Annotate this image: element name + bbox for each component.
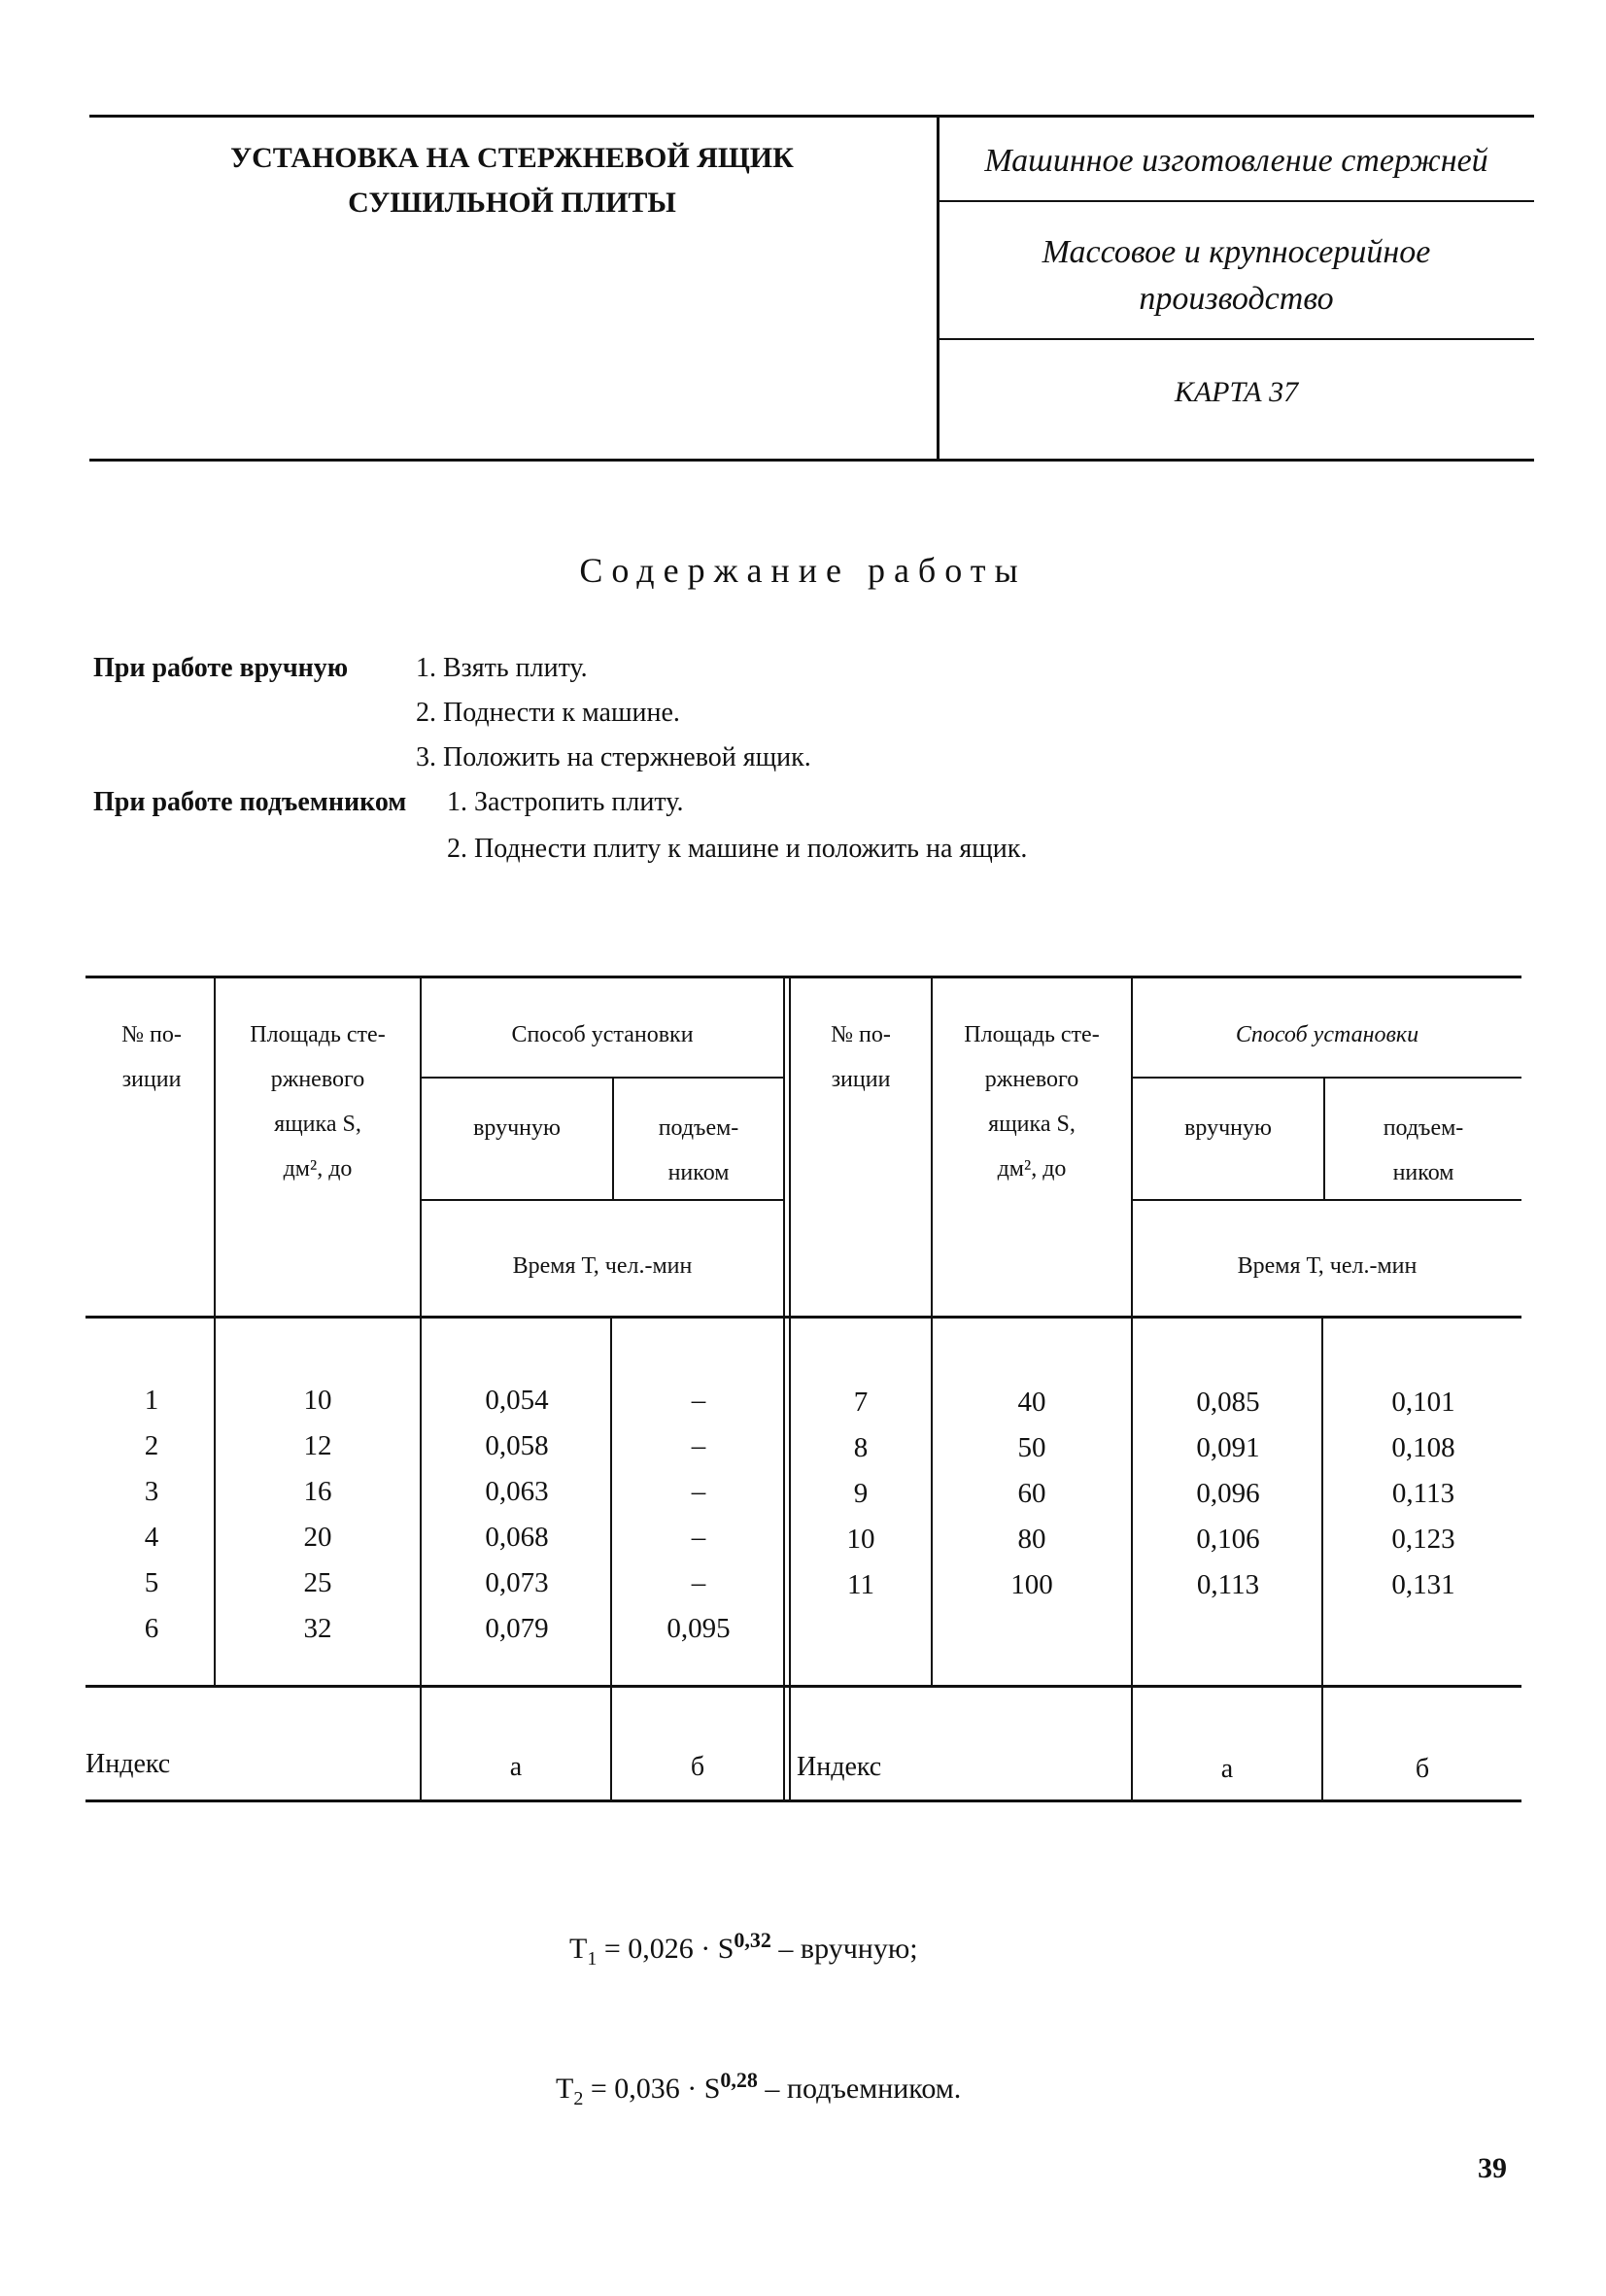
col-header-hoist bbox=[614, 1106, 783, 1195]
header-line: зиции bbox=[831, 1067, 891, 1092]
col-header-area bbox=[933, 1012, 1131, 1191]
table-cell: 60 bbox=[1017, 1478, 1046, 1509]
table-body-rule bbox=[85, 1685, 1521, 1688]
col-header-hoist bbox=[1325, 1106, 1521, 1195]
formula-caption: – вручную; bbox=[770, 1933, 918, 1965]
header-line: № по- bbox=[121, 1022, 182, 1047]
table-header-rule bbox=[85, 1316, 1521, 1319]
manual-label: При работе вручную bbox=[93, 653, 349, 683]
column-area bbox=[933, 1380, 1131, 1608]
table-cell: 0,101 bbox=[1391, 1387, 1455, 1418]
formula-manual bbox=[569, 1928, 918, 1970]
header-line: дм², до bbox=[283, 1156, 353, 1182]
table-cell: 100 bbox=[1010, 1569, 1053, 1600]
header-rule bbox=[937, 200, 1534, 202]
table-cell: 10 bbox=[846, 1524, 875, 1555]
card-number: КАРТА 37 bbox=[1174, 376, 1299, 408]
column-manual bbox=[1133, 1380, 1323, 1608]
header-line: зиции bbox=[121, 1067, 182, 1092]
col-header-position bbox=[791, 1012, 931, 1102]
table-cell: 0,054 bbox=[485, 1385, 549, 1416]
table-rule bbox=[1133, 1077, 1521, 1079]
table-cell: – bbox=[691, 1430, 706, 1461]
col-header-time: Время Т, чел.-мин bbox=[512, 1253, 693, 1279]
table-cell: 9 bbox=[853, 1478, 869, 1509]
table-cell: 0,079 bbox=[485, 1613, 549, 1644]
column-hoist bbox=[614, 1378, 783, 1652]
table-cell: 80 bbox=[1017, 1524, 1046, 1555]
index-b: б bbox=[690, 1752, 705, 1782]
table-split-rule bbox=[783, 976, 785, 1799]
manual-step: 2. Поднести к машине. bbox=[416, 698, 680, 728]
header-line: дм², до bbox=[997, 1156, 1067, 1182]
table-cell: 0,068 bbox=[485, 1522, 549, 1553]
table-cell: 50 bbox=[1017, 1432, 1046, 1463]
table-cell: 0,095 bbox=[666, 1613, 731, 1644]
table-cell: – bbox=[691, 1567, 706, 1598]
header-line: Площадь сте- bbox=[250, 1022, 386, 1047]
table-cell: 16 bbox=[303, 1476, 332, 1507]
table-cell: 0,113 bbox=[1196, 1569, 1260, 1600]
table-cell: – bbox=[691, 1522, 706, 1553]
table-cell: – bbox=[691, 1385, 706, 1416]
table-cell: 4 bbox=[144, 1522, 159, 1553]
col-header-manual: вручную bbox=[473, 1115, 561, 1141]
formula-exponent: 0,32 bbox=[734, 1928, 771, 1952]
table-cell: 0,123 bbox=[1391, 1524, 1455, 1555]
formula-coefficient: = 0,026 · S bbox=[597, 1933, 735, 1965]
index-label: Индекс bbox=[85, 1749, 171, 1779]
column-hoist bbox=[1325, 1380, 1521, 1608]
title-line: УСТАНОВКА НА СТЕРЖНЕВОЙ ЯЩИК bbox=[230, 142, 794, 174]
header-line: ящика S, bbox=[988, 1112, 1076, 1137]
column-area bbox=[216, 1378, 420, 1652]
table-cell: 0,106 bbox=[1196, 1524, 1260, 1555]
formula-symbol: T bbox=[569, 1933, 588, 1965]
formula-exponent: 0,28 bbox=[720, 2068, 758, 2092]
table-cell: 0,096 bbox=[1196, 1478, 1260, 1509]
table-top-rule bbox=[85, 976, 1521, 978]
header-rule bbox=[937, 338, 1534, 340]
table-cell: 5 bbox=[144, 1567, 159, 1598]
col-header-method: Способ установки bbox=[1235, 1022, 1419, 1047]
table-cell: 11 bbox=[847, 1569, 874, 1600]
table-cell: 7 bbox=[853, 1387, 869, 1418]
table-cell: 6 bbox=[144, 1613, 159, 1644]
formula-hoist bbox=[556, 2068, 961, 2110]
table-cell: 12 bbox=[303, 1430, 332, 1461]
production-scale-line: Массовое и крупносерийное bbox=[1042, 234, 1431, 270]
table-cell: – bbox=[691, 1476, 706, 1507]
header-top-rule bbox=[89, 115, 1534, 118]
document-title bbox=[89, 136, 935, 225]
header-line: ржневого bbox=[270, 1067, 365, 1092]
column-position bbox=[89, 1378, 214, 1652]
production-type: Машинное изготовление стержней bbox=[984, 143, 1488, 179]
table-cell: 0,113 bbox=[1391, 1478, 1455, 1509]
table-rule bbox=[1133, 1199, 1521, 1201]
manual-step: 1. Взять плиту. bbox=[416, 653, 588, 683]
title-line: СУШИЛЬНОЙ ПЛИТЫ bbox=[348, 187, 676, 219]
header-line: ржневого bbox=[984, 1067, 1079, 1092]
header-line: № по- bbox=[831, 1022, 891, 1047]
table-cell: 0,085 bbox=[1196, 1387, 1260, 1418]
table-cell: 0,091 bbox=[1196, 1432, 1260, 1463]
col-header-position bbox=[89, 1012, 214, 1102]
table-bottom-rule bbox=[85, 1799, 1521, 1802]
production-scale bbox=[939, 229, 1534, 323]
manual-step: 3. Положить на стержневой ящик. bbox=[416, 742, 811, 772]
table-cell: 0,063 bbox=[485, 1476, 549, 1507]
formula-symbol: T bbox=[556, 2073, 574, 2105]
hoist-label: При работе подъемником bbox=[93, 787, 407, 817]
table-cell: 0,108 bbox=[1391, 1432, 1455, 1463]
index-label: Индекс bbox=[797, 1752, 882, 1782]
formula-subscript: 1 bbox=[587, 1948, 598, 1970]
table-cell: 2 bbox=[144, 1430, 159, 1461]
col-header-area bbox=[216, 1012, 420, 1191]
col-header-manual: вручную bbox=[1184, 1115, 1272, 1141]
table-cell: 0,131 bbox=[1391, 1569, 1455, 1600]
header-line: ящика S, bbox=[274, 1112, 361, 1137]
production-scale-line: производство bbox=[1139, 281, 1334, 317]
formula-subscript: 2 bbox=[573, 2088, 584, 2109]
table-cell: 40 bbox=[1017, 1387, 1046, 1418]
index-a: а bbox=[509, 1752, 523, 1782]
hoist-step: 2. Поднести плиту к машине и положить на ящик. bbox=[447, 834, 1028, 864]
formula-caption: – подъемником. bbox=[757, 2073, 962, 2105]
table-cell: 20 bbox=[303, 1522, 332, 1553]
formula-coefficient: = 0,036 · S bbox=[583, 2073, 721, 2105]
header-line: ником bbox=[1392, 1160, 1454, 1185]
header-bottom-rule bbox=[89, 459, 1534, 462]
column-manual bbox=[422, 1378, 612, 1652]
table-cell: 8 bbox=[853, 1432, 869, 1463]
table-cell: 10 bbox=[303, 1385, 332, 1416]
index-a: а bbox=[1220, 1754, 1234, 1784]
table-cell: 25 bbox=[303, 1567, 332, 1598]
table-rule bbox=[422, 1077, 783, 1079]
header-line: подъем- bbox=[1383, 1115, 1464, 1141]
table-cell: 3 bbox=[144, 1476, 159, 1507]
table-cell: 0,058 bbox=[485, 1430, 549, 1461]
index-b: б bbox=[1415, 1754, 1430, 1784]
section-title: Содержание работы bbox=[579, 551, 1027, 590]
hoist-step: 1. Застропить плиту. bbox=[447, 787, 684, 817]
header-line: Площадь сте- bbox=[964, 1022, 1100, 1047]
table-rule bbox=[422, 1199, 783, 1201]
table-cell: 0,073 bbox=[485, 1567, 549, 1598]
col-header-method: Способ установки bbox=[511, 1022, 694, 1047]
page-number: 39 bbox=[1478, 2152, 1507, 2184]
header-line: ником bbox=[667, 1160, 730, 1185]
col-header-time: Время Т, чел.-мин bbox=[1237, 1253, 1418, 1279]
table-cell: 32 bbox=[303, 1613, 332, 1644]
table-cell: 1 bbox=[144, 1385, 159, 1416]
column-position bbox=[791, 1380, 931, 1608]
header-line: подъем- bbox=[658, 1115, 739, 1141]
